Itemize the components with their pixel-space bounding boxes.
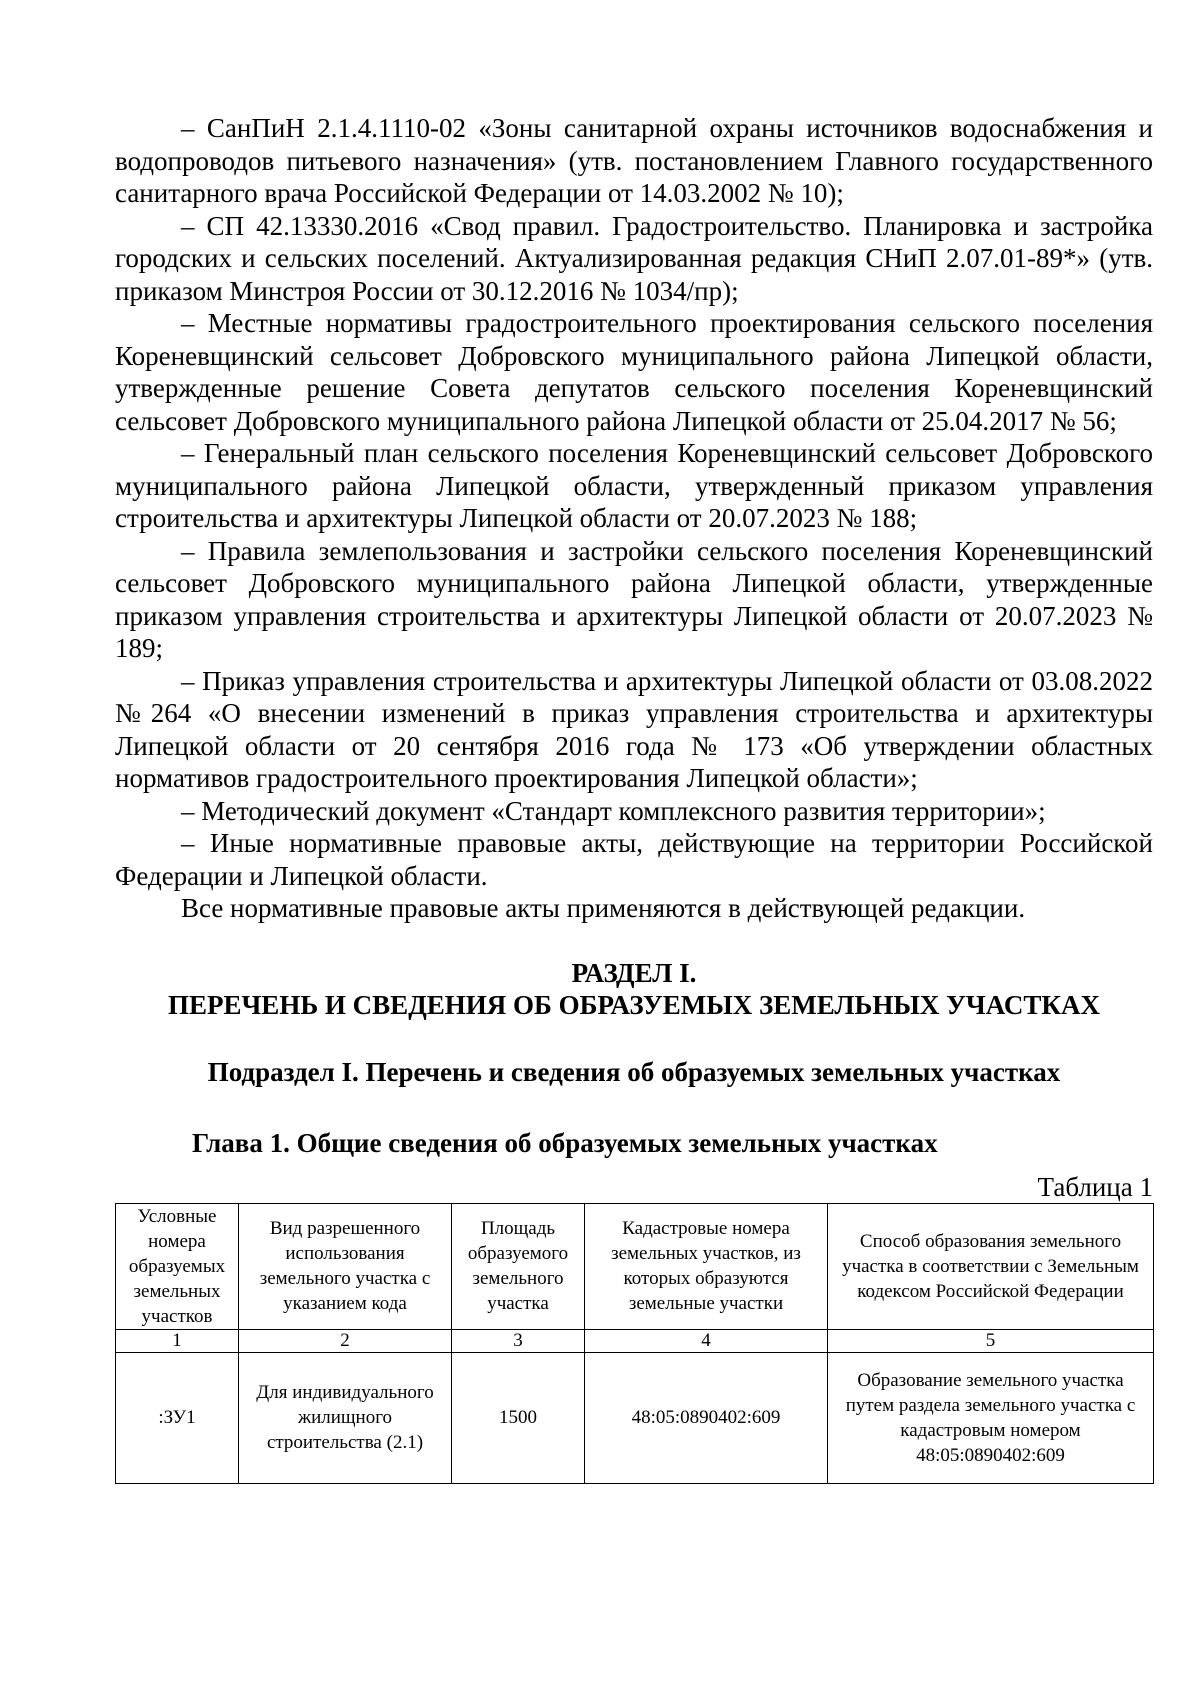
cell-permitted-use: Для индивидуального жилищного строительства (2.1) [239, 1352, 452, 1483]
paragraph-local-norms: – Местные нормативы градостроительного проектирования сельского поселения Кореневщинский сельсовет Добровского муниципального района Липецкой области, утвержденные решение Совета депутатов сельского поселения Кореневщинский сельсовет Добровского муниципального района Липецкой области от 25.04.2017 № 56; [115, 308, 1153, 436]
header-area: Площадь образуемого земельного участка [452, 1203, 585, 1329]
table-row [116, 1352, 1154, 1483]
document-page [115, 112, 1153, 1484]
column-number: 2 [239, 1329, 452, 1352]
header-permitted-use: Вид разрешенного использования земельного участка с указанием кода [239, 1203, 452, 1329]
column-number: 3 [452, 1329, 585, 1352]
section-heading-block [115, 957, 1153, 1022]
paragraph-sp-42: – СП 42.13330.2016 «Свод правил. Градостроительство. Планировка и застройка городских и сельских поселений. Актуализированная редакция СНиП 2.07.01-89*» (утв. приказом Минстроя России от 30.12.2016 № 1034/пр); [115, 210, 1153, 306]
table-column-numbers-row [116, 1329, 1154, 1352]
column-number: 5 [828, 1329, 1154, 1352]
header-cadastral-numbers: Кадастровые номера земельных участков, из которых образуются земельные участки [585, 1203, 828, 1329]
table-caption: Таблица 1 [1037, 1171, 1153, 1202]
header-formation-method: Способ образования земельного участка в соответствии с Земельным кодексом Российской Федерации [828, 1203, 1154, 1329]
table-header-row [116, 1203, 1154, 1329]
cell-cadastral-number: 48:05:0890402:609 [585, 1352, 828, 1483]
paragraph-land-use-rules: – Правила землепользования и застройки сельского поселения Кореневщинский сельсовет Добровского муниципального района Липецкой области, утвержденные приказом управления строительства и архитектуры Липецкой области от 20.07.2023 № 189; [115, 535, 1153, 663]
paragraph-other-acts: – Иные нормативные правовые акты, действующие на территории Российской Федерации и Липецкой области. [115, 828, 1153, 891]
cell-plot-id: :ЗУ1 [116, 1352, 239, 1483]
cell-area: 1500 [452, 1352, 585, 1483]
paragraph-current-edition: Все нормативные правовые акты применяются в действующей редакции. [181, 893, 1026, 923]
paragraph-general-plan: – Генеральный план сельского поселения Кореневщинский сельсовет Добровского муниципального района Липецкой области, утвержденный приказом управления строительства и архитектуры Липецкой области от 20.07.2023 № 188; [115, 438, 1153, 533]
column-number: 4 [585, 1329, 828, 1352]
paragraph-order-264: – Приказ управления строительства и архитектуры Липецкой области от 03.08.2022 №264 «О внесении изменений в приказ управления строительства и архитектуры Липецкой области от 20 сентября 2016 года № 173 «Об утверждении областных нормативов градостроительного проектирования Липецкой области»; [115, 665, 1153, 793]
header-conditional-number: Условные номера образуемых земельных участков [116, 1203, 239, 1329]
section-number: РАЗДЕЛ I. [571, 957, 697, 988]
paragraph-methodical-document: – Методический документ «Стандарт комплексного развития территории»; [181, 795, 1046, 826]
paragraph-sanpin: – СанПиН 2.1.4.1110-02 «Зоны санитарной охраны источников водоснабжения и водопроводов питьевого назначения» (утв. постановлением Главного государственного санитарного врача Российской Федерации от 14.03.2002 № 10); [115, 113, 1153, 208]
chapter-title: Глава 1. Общие сведения об образуемых земельных участках [192, 1128, 938, 1158]
cell-formation-method: Образование земельного участка путем раздела земельного участка с кадастровым номером 48:05:0890402:609 [828, 1352, 1154, 1483]
column-number: 1 [116, 1329, 239, 1352]
subsection-title: Подраздел I. Перечень и сведения об образуемых земельных участках [207, 1056, 1061, 1087]
land-plots-table [115, 1203, 1154, 1484]
section-title: ПЕРЕЧЕНЬ И СВЕДЕНИЯ ОБ ОБРАЗУЕМЫХ ЗЕМЕЛЬНЫХ УЧАСТКАХ [167, 990, 1100, 1020]
